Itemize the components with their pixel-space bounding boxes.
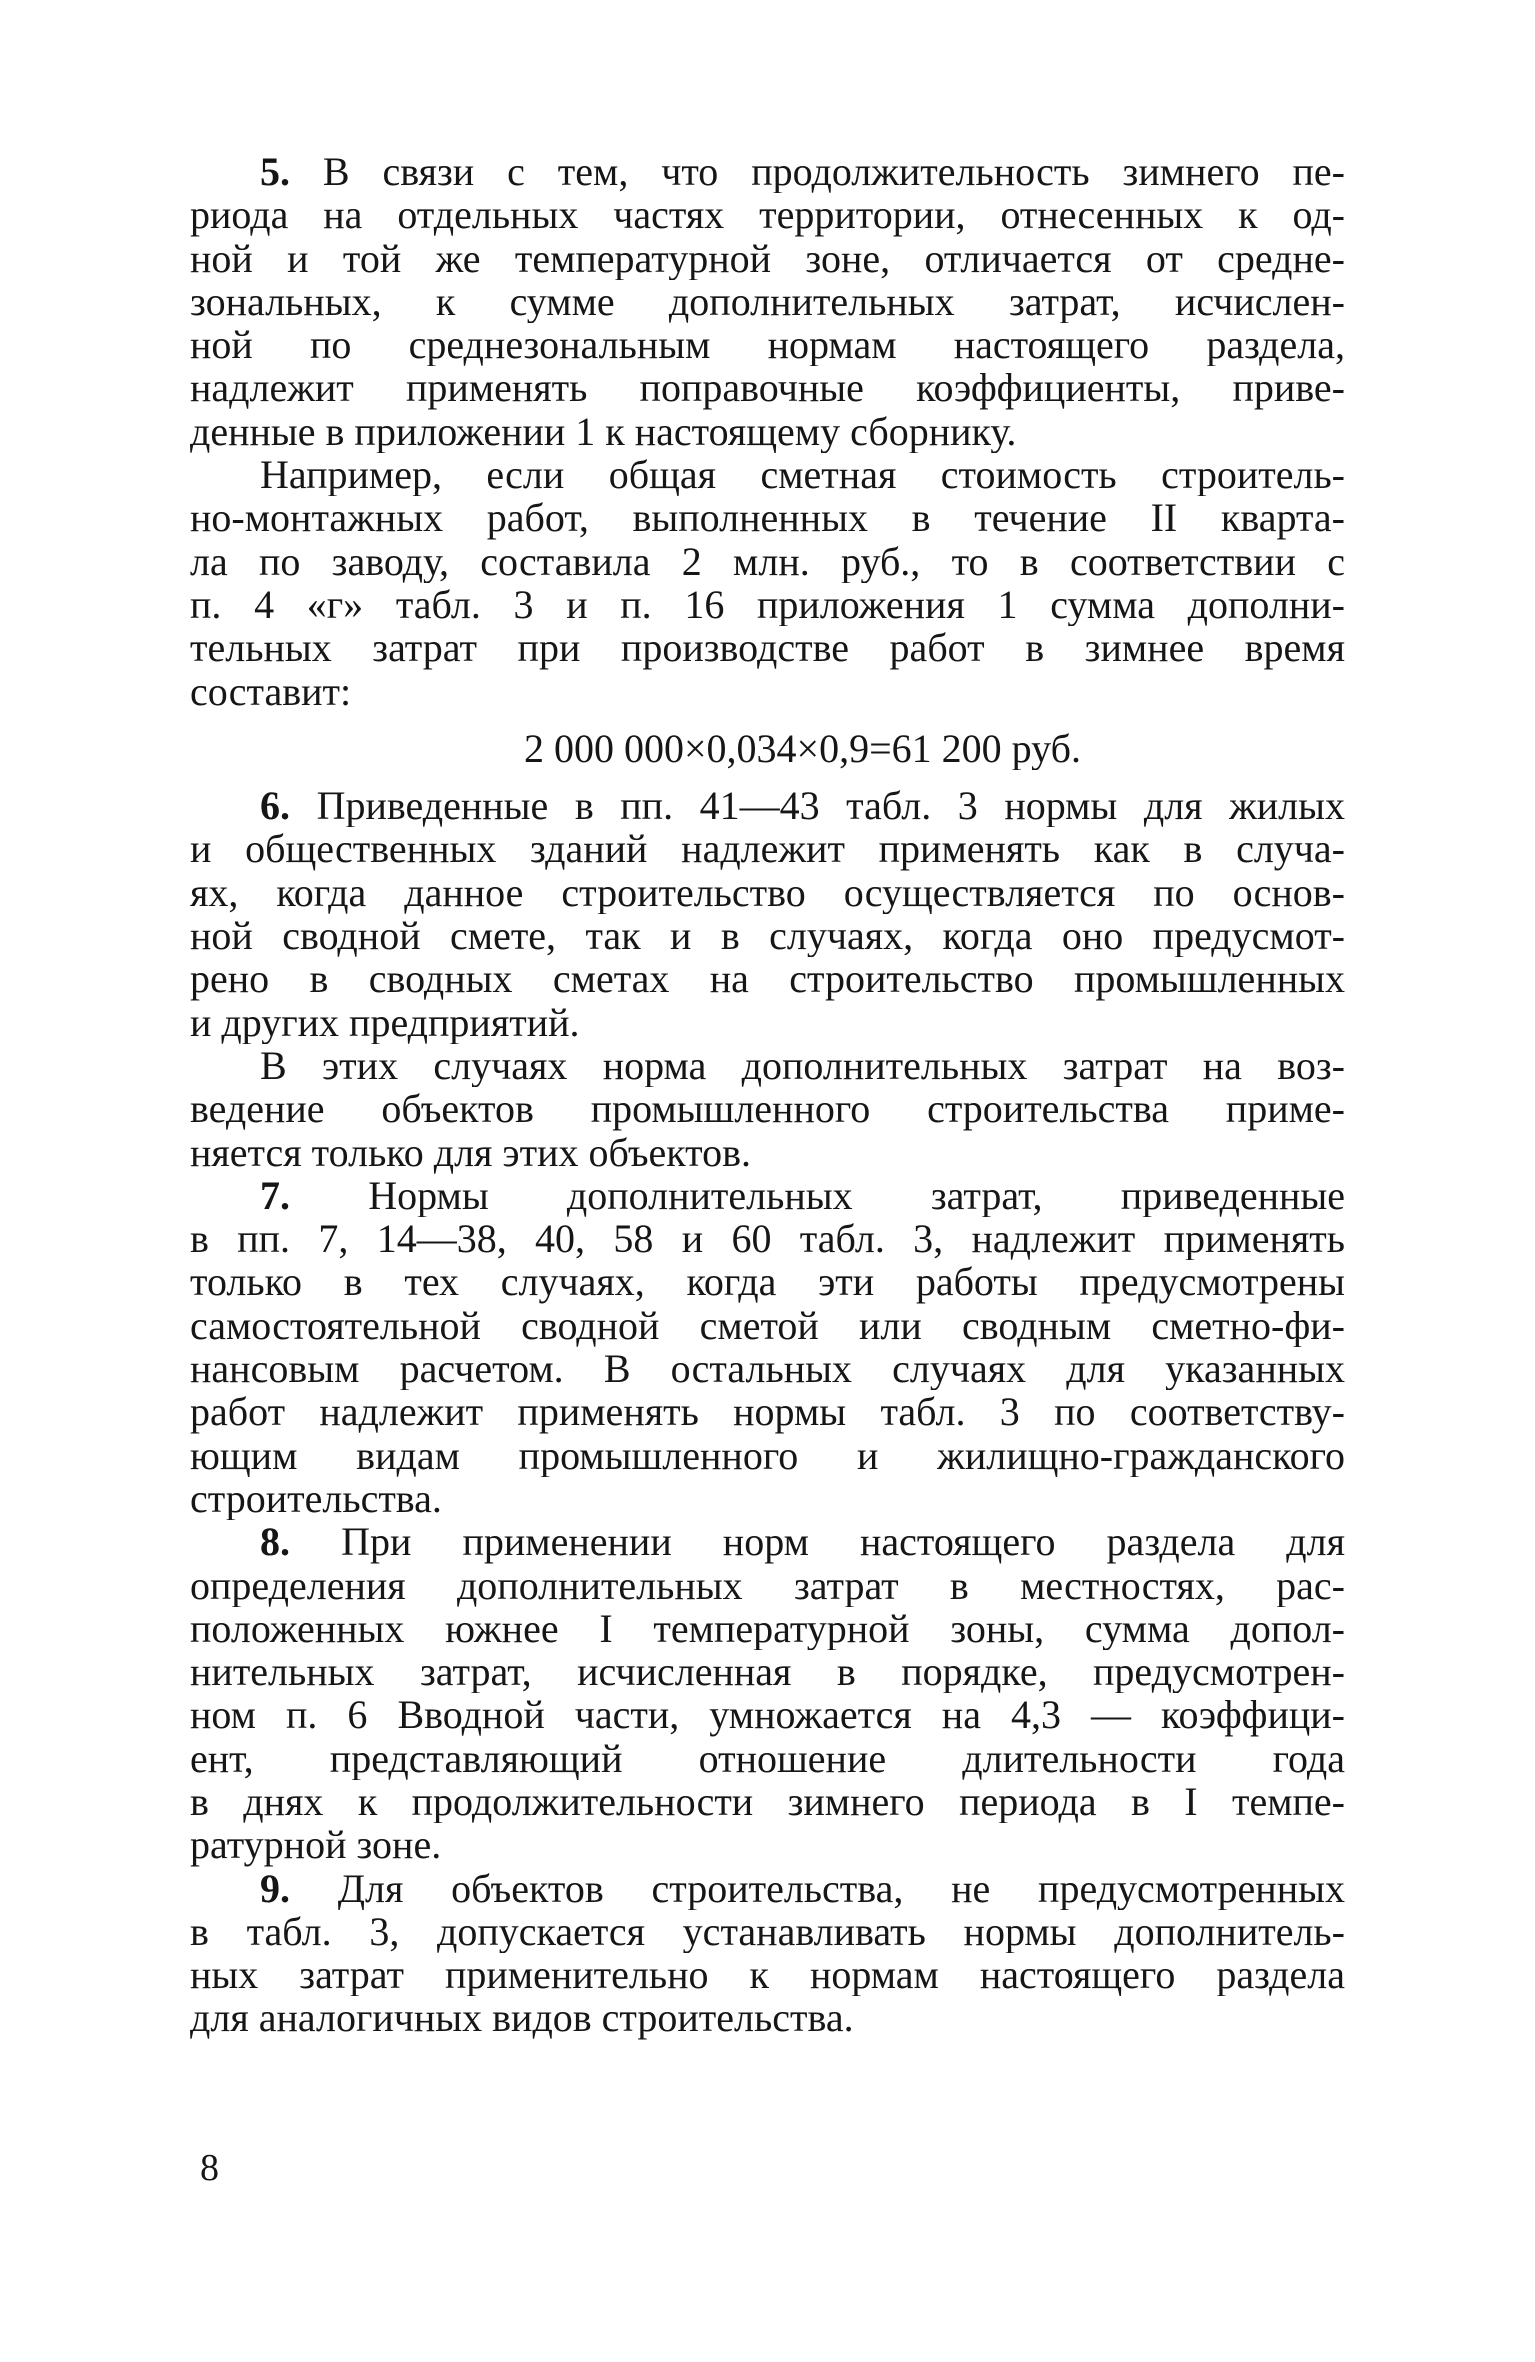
text-line: В этих случаях норма дополнительных затрат на воз- — [260, 1043, 1345, 1088]
item-number: 7. — [260, 1173, 290, 1218]
formula: 2 000 000×0,034×0,9=61 200 руб. — [524, 726, 1081, 771]
paragraph-item-7 — [190, 1174, 1345, 1520]
text-line: работ надлежит применять нормы табл. 3 по соответству- — [190, 1390, 1345, 1434]
text-line: риода на отдельных частях территории, отнесенных к од- — [190, 193, 1345, 237]
text-line: в табл. 3, допускается устанавливать нормы дополнитель- — [190, 1909, 1345, 1954]
text-line: самостоятельной сводной сметой или сводным сметно-фи- — [190, 1303, 1345, 1348]
text-line: строительства. — [190, 1476, 442, 1521]
text-line: только в тех случаях, когда эти работы предусмотрены — [190, 1260, 1345, 1304]
text-line: Например, если общая сметная стоимость строитель- — [260, 453, 1345, 497]
text-line: в пп. 7, 14—38, 40, 58 и 60 табл. 3, надлежит применять — [190, 1217, 1345, 1261]
paragraph-item-8 — [190, 1520, 1345, 1866]
text-line: ях, когда данное строительство осуществляется по основ- — [190, 870, 1345, 915]
paragraph-item-6 — [190, 784, 1345, 1044]
page-number: 8 — [200, 2147, 219, 2189]
item-number: 8. — [260, 1520, 290, 1564]
text-line: положенных южнее I температурной зоны, сумма допол- — [190, 1606, 1345, 1651]
text-line: ной и той же температурной зоне, отличается от средне- — [190, 236, 1345, 280]
text-line: 9. Для объектов строительства, не предусмотренных — [260, 1866, 1345, 1910]
text-line: ведение объектов промышленного строительства приме- — [190, 1087, 1345, 1131]
text-line: ной сводной смете, так и в случаях, когда оно предусмот- — [190, 914, 1345, 958]
text-line: п. 4 «г» табл. 3 и п. 16 приложения 1 сумма дополни- — [190, 582, 1345, 627]
text-line: для аналогичных видов строительства. — [190, 1996, 854, 2040]
text-line: нансовым расчетом. В остальных случаях для указанных — [190, 1347, 1345, 1391]
text-line: ной по среднезональным нормам настоящего раздела, — [190, 323, 1345, 367]
text-line: 5. В связи с тем, что продолжительность зимнего пе- — [260, 150, 1345, 194]
item-number: 5. — [260, 150, 290, 194]
paragraph-clarification — [190, 1044, 1345, 1174]
text-line: ющим видам промышленного и жилищно-гражданского — [190, 1433, 1345, 1477]
paragraph-item-5 — [190, 150, 1345, 453]
text-line: но-монтажных работ, выполненных в течение II кварта- — [190, 496, 1345, 540]
text-line: ратурной зоне. — [190, 1823, 442, 1867]
text-line: 8. При применении норм настоящего раздела для — [260, 1520, 1345, 1564]
text-line: ных затрат применительно к нормам настоящего раздела — [190, 1953, 1345, 1997]
text-line: зональных, к сумме дополнительных затрат, исчислен- — [190, 279, 1345, 324]
text-line: денные в приложении 1 к настоящему сборнику. — [190, 409, 1017, 454]
text-line: в днях к продолжительности зимнего периода в I темпе- — [190, 1779, 1345, 1824]
text-line: и других предприятий. — [190, 1000, 580, 1044]
text-line: нительных затрат, исчисленная в порядке, предусмотрен- — [190, 1650, 1345, 1694]
paragraph-item-9 — [190, 1867, 1345, 2040]
text-line: рено в сводных сметах на строительство промышленных — [190, 957, 1345, 1001]
text-line: определения дополнительных затрат в местностях, рас- — [190, 1563, 1345, 1607]
text-line: 6. Приведенные в пп. 41—43 табл. 3 нормы для жилых — [260, 784, 1345, 828]
text-line: ент, представляющий отношение длительности года — [190, 1736, 1345, 1780]
page-body — [190, 150, 1345, 2040]
text-line: составит: — [190, 669, 352, 713]
text-line: ном п. 6 Вводной части, умножается на 4,3 — коэффици- — [190, 1693, 1345, 1737]
paragraph-example — [190, 453, 1345, 713]
item-number: 9. — [260, 1866, 290, 1910]
text-line: 7. Нормы дополнительных затрат, приведенные — [260, 1173, 1345, 1218]
text-line: ла по заводу, составила 2 млн. руб., то в соответствии с — [190, 539, 1345, 583]
text-line: и общественных зданий надлежит применять как в случа- — [190, 827, 1345, 871]
text-line: надлежит применять поправочные коэффициенты, приве- — [190, 366, 1345, 410]
item-number: 6. — [260, 784, 290, 828]
text-line: тельных затрат при производстве работ в зимнее время — [190, 626, 1345, 670]
text-line: няется только для этих объектов. — [190, 1130, 752, 1174]
